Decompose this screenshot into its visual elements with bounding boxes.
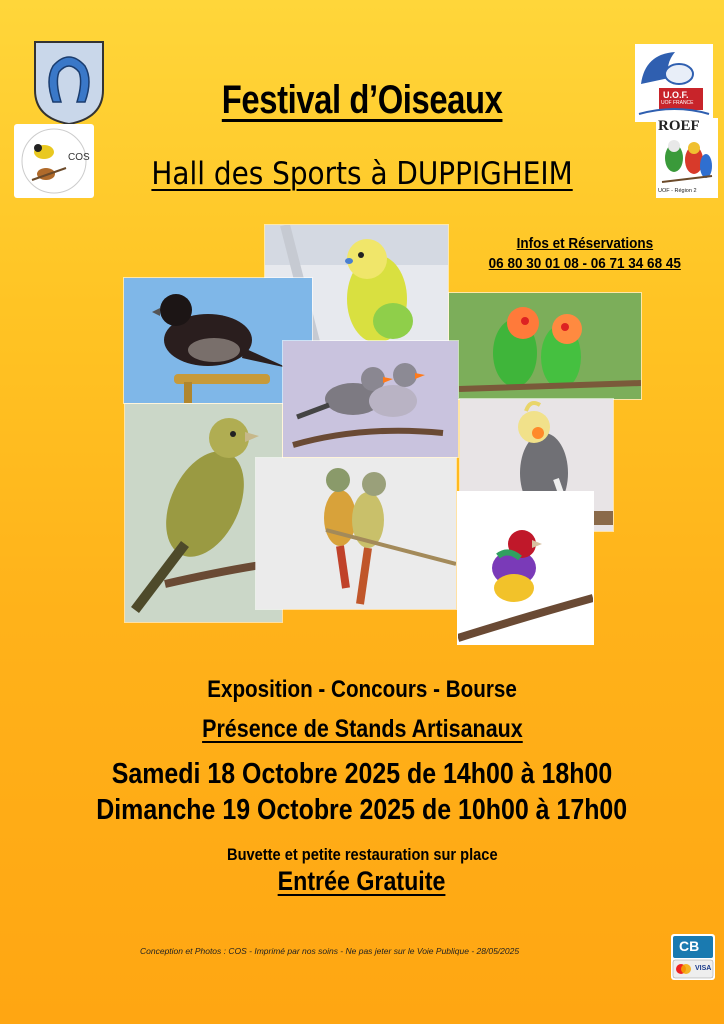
cb-text: CB <box>679 938 700 954</box>
roef-logo-sub: UOF - Région 2 <box>658 188 697 194</box>
infos-reservations <box>440 234 724 274</box>
infos-title: Infos et Réservations <box>516 235 654 252</box>
saturday-hours: Samedi 18 Octobre 2025 de 14h00 à 18h00 <box>111 758 613 790</box>
roef-logo-text: ROEF <box>658 118 700 134</box>
festival-title: Festival d’Oiseaux <box>221 78 503 122</box>
free-entry: Entrée Gratuite <box>278 866 446 896</box>
cos-logo-text: COS <box>68 152 90 163</box>
footer-credits: Conception et Photos : COS - Imprimé par nos soins - Ne pas jeter sur le Voie Publique - 28/05/2025 <box>140 946 520 956</box>
sunday-hours: Dimanche 19 Octobre 2025 de 10h00 à 17h00 <box>96 794 628 826</box>
photo-zebra-finches <box>282 340 459 458</box>
program-line: Exposition - Concours - Bourse <box>207 676 517 703</box>
uof-logo-sub: UOF FRANCE <box>661 100 694 106</box>
visa-text: VISA <box>695 965 712 972</box>
stands-line: Présence de Stands Artisanaux <box>201 715 523 743</box>
uof-logo-text: U.O.F. <box>663 90 689 100</box>
infos-phones: 06 80 30 01 08 - 06 71 34 68 45 <box>488 255 682 272</box>
photo-gouldian-finch <box>457 491 594 645</box>
photo-conures <box>255 457 457 610</box>
cb-visa-logo <box>671 934 715 980</box>
photo-lovebirds <box>448 292 642 400</box>
buvette-line: Buvette et petite restauration sur place <box>226 845 498 864</box>
venue-subtitle: Hall des Sports à DUPPIGHEIM <box>151 156 573 192</box>
